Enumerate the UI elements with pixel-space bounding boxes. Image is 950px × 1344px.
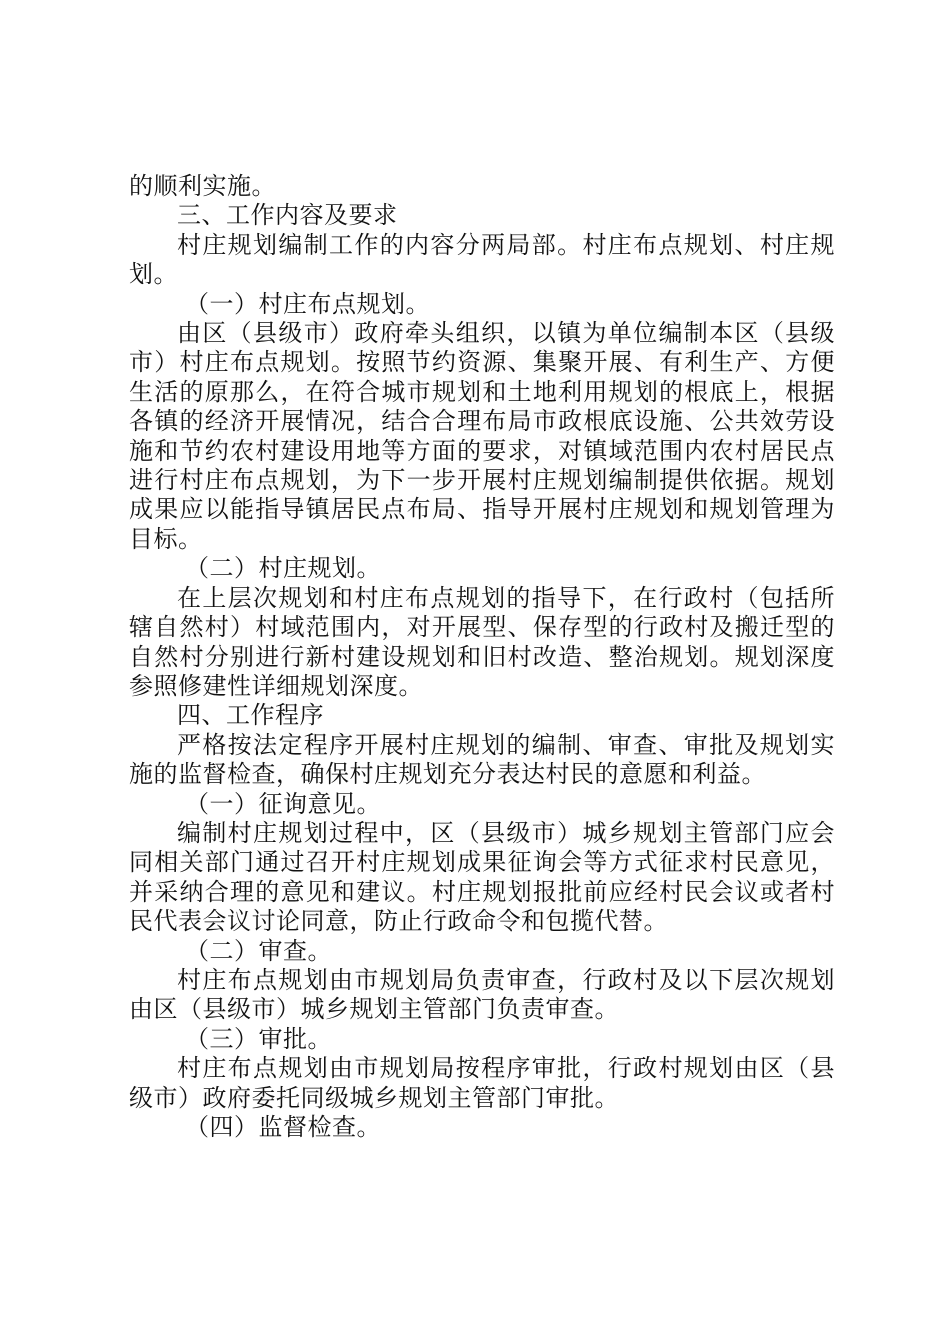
paragraph-village-plan: 在上层次规划和村庄布点规划的指导下，在行政村（包括所辖自然村）村域范围内，对开展型、保存型的行政村及搬迁型的自然村分别进行新村建设规划和旧村改造、整治规划。规划深度参照修建性详细规划深度。 bbox=[129, 583, 835, 700]
paragraph-consultation: 编制村庄规划过程中，区（县级市）城乡规划主管部门应会同相关部门通过召开村庄规划成果征询会等方式征求村民意见，并采纳合理的意见和建议。村庄规划报批前应经村民会议或者村民代表会议讨论同意，防止行政命令和包揽代替。 bbox=[129, 818, 835, 936]
subheading-village-plan: （二）村庄规划。 bbox=[185, 554, 381, 583]
paragraph-procedure: 严格按法定程序开展村庄规划的编制、审查、审批及规划实施的监督检查，确保村庄规划充分表达村民的意愿和利益。 bbox=[129, 730, 835, 789]
section-heading-3: 三、工作内容及要求 bbox=[177, 201, 398, 230]
subheading-approval: （三）审批。 bbox=[185, 1024, 332, 1053]
document-page bbox=[129, 172, 835, 1142]
paragraph-approval: 村庄布点规划由市规划局按程序审批，行政村规划由区（县级市）政府委托同级城乡规划主管部门审批。 bbox=[129, 1054, 835, 1112]
paragraph-village-layout-plan: 由区（县级市）政府牵头组织，以镇为单位编制本区（县级市）村庄布点规划。按照节约资源、集聚开展、有利生产、方便生活的原那么，在符合城市规划和土地利用规划的根底上，根据各镇的经济开展情况，结合合理布局市政根底设施、公共效劳设施和节约农村建设用地等方面的要求，对镇域范围内农村居民点进行村庄布点规划，为下一步开展村庄规划编制提供依据。规划成果应以能指导镇居民点布局、指导开展村庄规划和规划管理为目标。 bbox=[129, 319, 835, 553]
subheading-supervision: （四）监督检查。 bbox=[185, 1113, 381, 1141]
paragraph-review: 村庄布点规划由市规划局负责审查，行政村及以下层次规划由区（县级市）城乡规划主管部门负责审查。 bbox=[129, 965, 835, 1024]
subheading-review: （二）审查。 bbox=[185, 936, 332, 965]
subheading-village-layout-plan: （一）村庄布点规划。 bbox=[185, 289, 430, 318]
subheading-consultation: （一）征询意见。 bbox=[185, 789, 381, 818]
section-heading-4: 四、工作程序 bbox=[177, 701, 324, 730]
paragraph-content-overview: 村庄规划编制工作的内容分两局部。村庄布点规划、村庄规划。 bbox=[129, 230, 835, 289]
paragraph-continuation: 的顺利实施。 bbox=[129, 172, 276, 200]
